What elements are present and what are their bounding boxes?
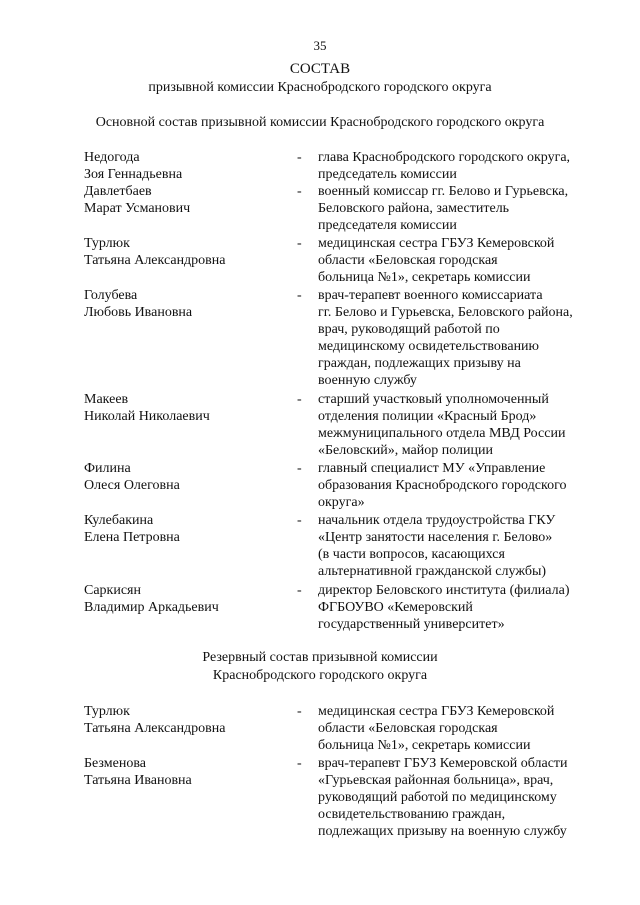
dash-separator: - [297,583,302,598]
role-line: директор Беловского института (филиала) [318,583,570,598]
role-line: начальник отдела трудоустройства ГКУ [318,513,556,528]
member-name [84,149,284,183]
role-line: альтернативной гражданской службы) [318,564,547,579]
member-surname: Кулебакина [84,513,154,528]
member-role [318,391,618,459]
member-surname: Турлюк [84,236,130,251]
member-surname: Саркисян [84,583,141,598]
dash-separator: - [297,461,302,476]
document-title: СОСТАВ [289,61,351,77]
member-surname: Давлетбаев [84,184,152,199]
member-given-names: Николай Николаевич [84,409,210,424]
dash-separator: - [297,392,302,407]
role-line: гг. Белово и Гурьевска, Беловского района, [318,305,573,320]
role-line: округа» [318,495,365,510]
member-role [318,183,618,234]
role-line: старший участковый уполномоченный [318,392,549,407]
dash-separator: - [297,184,302,199]
role-line: председатель комиссии [318,167,457,182]
member-name [84,183,284,217]
dash-separator: - [297,150,302,165]
role-line: врач, руководящий работой по [318,322,500,337]
member-surname: Турлюк [84,704,130,719]
member-given-names: Олеся Олеговна [84,478,180,493]
role-line: больница №1», секретарь комиссии [318,738,531,753]
member-name [84,512,284,546]
main-section-title: Основной состав призывной комиссии Краснобродского городского округа [95,115,545,130]
member-role [318,235,618,286]
role-line: руководящий работой по медицинскому [318,790,557,805]
member-given-names: Татьяна Александровна [84,253,226,268]
member-surname: Макеев [84,392,129,407]
role-line: отделения полиции «Красный Брод» [318,409,537,424]
page-number: 35 [313,38,327,53]
role-line: межмуниципального отдела МВД России [318,426,566,441]
member-name [84,287,284,321]
role-line: образования Краснобродского городского [318,478,567,493]
role-line: медицинская сестра ГБУЗ Кемеровской [318,704,555,719]
member-given-names: Любовь Ивановна [84,305,193,320]
member-surname: Филина [84,461,131,476]
role-line: медицинскому освидетельствованию [318,339,540,354]
member-given-names: Марат Усманович [84,201,191,216]
member-given-names: Татьяна Александровна [84,721,226,736]
role-line: военную службу [318,373,417,388]
member-role [318,287,618,389]
role-line: председателя комиссии [318,218,457,233]
member-name [84,755,284,789]
role-line: «Беловский», майор полиции [318,443,493,458]
member-name [84,703,284,737]
member-role [318,460,618,511]
role-line: «Гурьевская районная больница», врач, [318,773,554,788]
document-subtitle: призывной комиссии Краснобродского городского округа [148,80,492,95]
role-line: глава Краснобродского городского округа, [318,150,571,165]
role-line: области «Беловская городская [318,253,498,268]
member-name [84,391,284,425]
role-line: граждан, подлежащих призыву на [318,356,521,371]
member-given-names: Елена Петровна [84,530,180,545]
member-name [84,582,284,616]
member-name [84,235,284,269]
member-given-names: Зоя Геннадьевна [84,167,183,182]
member-surname: Голубева [84,288,138,303]
member-role [318,703,618,754]
dash-separator: - [297,756,302,771]
role-line: врач-терапевт ГБУЗ Кемеровской области [318,756,568,771]
role-line: освидетельствованию граждан, [318,807,506,822]
role-line: медицинская сестра ГБУЗ Кемеровской [318,236,555,251]
member-surname: Безменова [84,756,146,771]
member-given-names: Владимир Аркадьевич [84,600,219,615]
member-surname: Недогода [84,150,140,165]
member-given-names: Татьяна Ивановна [84,773,192,788]
member-role [318,582,618,633]
member-name [84,460,284,494]
role-line: Беловского района, заместитель [318,201,510,216]
role-line: больница №1», секретарь комиссии [318,270,531,285]
role-line: (в части вопросов, касающихся [318,547,505,562]
reserve-section-title: Резервный состав призывной комиссии [202,650,438,665]
dash-separator: - [297,288,302,303]
role-line: подлежащих призыву на военную службу [318,824,567,839]
role-line: главный специалист МУ «Управление [318,461,546,476]
role-line: врач-терапевт военного комиссариата [318,288,543,303]
role-line: области «Беловская городская [318,721,498,736]
dash-separator: - [297,704,302,719]
dash-separator: - [297,513,302,528]
role-line: «Центр занятости населения г. Белово» [318,530,553,545]
role-line: военный комиссар гг. Белово и Гурьевска, [318,184,569,199]
member-role [318,149,618,183]
role-line: государственный университет» [318,617,505,632]
member-role [318,755,618,840]
member-role [318,512,618,580]
reserve-section-subtitle: Краснобродского городского округа [212,668,428,683]
dash-separator: - [297,236,302,251]
role-line: ФГБОУВО «Кемеровский [318,600,473,615]
